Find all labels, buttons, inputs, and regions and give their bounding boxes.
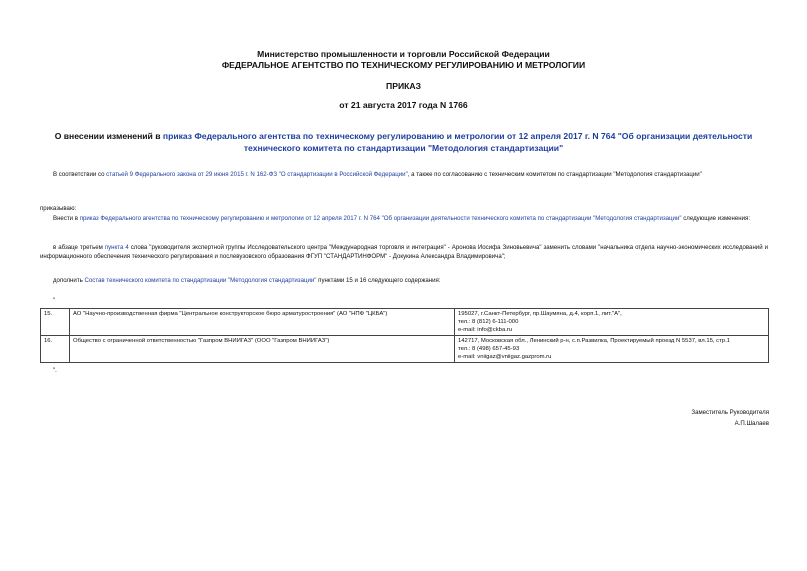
p5-text-a: дополнить [53,277,85,284]
address: 195027, г.Санкт-Петербург, пр.Шаумяна, д.4, корп.1, лит."А", [458,311,622,317]
members-table [40,308,769,363]
paragraph-basis [40,170,768,179]
address: 142717, Московская обл., Ленинский р-н, с.п.Развилка, Проектируемый проезд N 5537, вл.15, стр.1 [458,338,730,344]
contact-details [455,309,769,336]
paragraph-supplement [40,276,768,285]
p3-text-a: Внести в [53,215,80,222]
p1-text-a: В соответствии со [53,171,107,178]
title-order-link-cont[interactable]: технического комитета по стандартизации "Методология стандартизации" [243,142,564,153]
email: e-mail: info@ckba.ru [458,327,513,333]
title-prefix: О внесении изменений в [54,131,163,141]
committee-composition-link[interactable]: Состав технического комитета по стандартизации "Методология стандартизации" [84,277,317,284]
item-4-link[interactable]: пункта 4 [104,244,129,251]
table-row [41,309,769,336]
signatory-position: Заместитель Руководителя [691,409,769,416]
agency-name: ФЕДЕРАЛЬНОЕ АГЕНТСТВО ПО ТЕХНИЧЕСКОМУ РЕГУЛИРОВАНИЮ И МЕТРОЛОГИИ [221,60,586,70]
p3-text-b: следующие изменения: [681,215,751,222]
p5-text-b: пунктами 15 и 16 следующего содержания: [316,277,441,284]
email: e-mail: vniigaz@vniigaz.gazprom.ru [458,354,552,360]
open-quote: " [53,297,56,304]
document-date-number: от 21 августа 2017 года N 1766 [339,100,468,110]
signatory-name: А.П.Шалаев [734,420,769,427]
law-link[interactable]: статьей 9 Федерального закона от 29 июня 2015 г. N 162-ФЗ "О стандартизации в Российской Федерации" [106,171,408,178]
p4-text-b: слова "руководителя экспертной группы Исследовательского центра "Международная торговля и интеграция" - Аронова Иосифа Зиновьевича" заменить словами "начальника отдела научно-экономических исследований и информационного обеспечения технического регулирования и послевузовского образования ФГУП "СТАНДАРТИНФОРМ" - Докукина Александра Владимировича"; [40,244,768,260]
contact-details [455,336,769,363]
phone: тел.: 8 (498) 657-45-93 [458,346,520,352]
phone: тел.: 8 (812) 6-111-000 [458,319,519,325]
row-number: 16. [41,336,70,363]
title-order-link[interactable]: приказ Федерального агентства по техническому регулированию и метрологии от 12 апреля 2017 г. N 764 "Об организации деятельности [162,131,753,141]
document-title [0,131,807,154]
order-764-link[interactable]: приказ Федерального агентства по техническому регулированию и метрологии от 12 апреля 2017 г. N 764 "Об организации деятельности технического комитета по стандартизации "Методология стандартизации" [79,215,682,222]
document-type: ПРИКАЗ [386,81,421,91]
paragraph-replace [40,243,768,261]
paragraph-order: приказываю: [40,205,77,212]
p1-text-b: , а также по согласованию с техническим комитетом по стандартизации "Методология стандартизации" [407,171,702,178]
organization-name: Общество с ограниченной ответственностью "Газпром ВНИИГАЗ" (ООО "Газпром ВНИИГАЗ") [70,336,455,363]
paragraph-amend [40,214,768,223]
p4-text-a: в абзаце третьем [53,244,105,251]
row-number: 15. [41,309,70,336]
ministry-name: Министерство промышленности и торговли Российской Федерации [257,49,550,59]
close-quote: ". [53,367,57,374]
organization-name: АО "Научно-производственная фирма "Центральное конструкторское бюро арматуростроения" (АО "НПФ "ЦКБА") [70,309,455,336]
table-row [41,336,769,363]
